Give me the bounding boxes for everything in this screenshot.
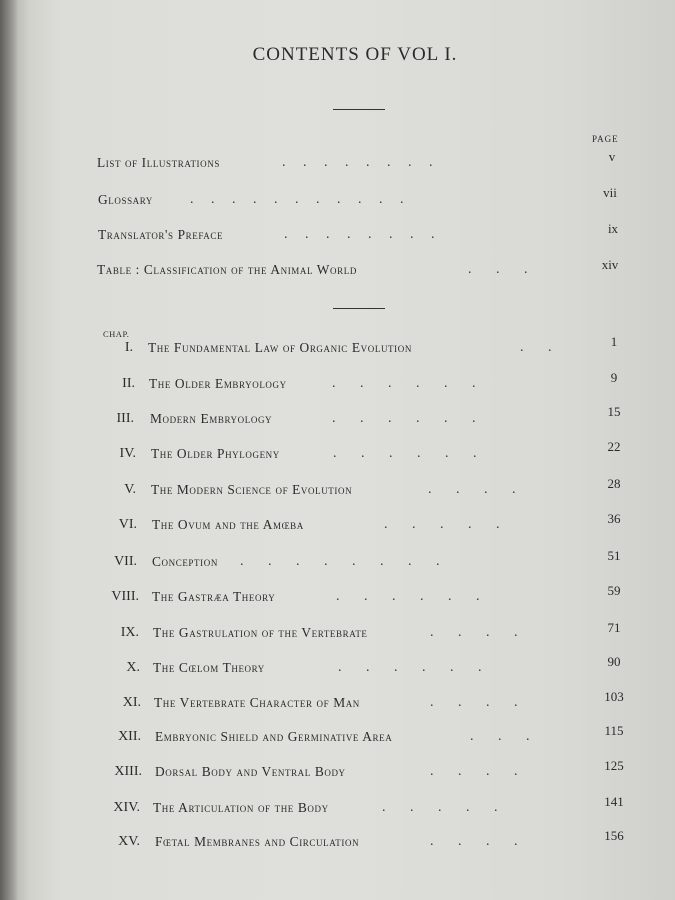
- chapter-title: The Cœlom Theory: [153, 660, 265, 675]
- chapter-page: 9: [610, 370, 618, 385]
- section-rule: [333, 308, 385, 309]
- chapter-row: [0, 439, 675, 468]
- title-rule: [333, 109, 385, 110]
- chapter-title: The Vertebrate Character of Man: [154, 695, 360, 710]
- dot-leader: . . . . . . . .: [282, 155, 433, 170]
- chapter-number: X.: [126, 660, 140, 675]
- entry-page: xiv: [601, 257, 619, 272]
- front-matter-row: [0, 149, 675, 177]
- chapter-page: 36: [607, 511, 621, 526]
- dot-leader: . . . . .: [384, 517, 500, 532]
- chapter-page: 156: [604, 828, 624, 843]
- dot-leader: . . . .: [430, 834, 518, 849]
- entry-title: Translator's Preface: [98, 227, 224, 242]
- chapter-number: I.: [124, 340, 133, 355]
- chapter-row: [0, 620, 675, 647]
- entry-title: Table : Classification of the Animal World: [97, 262, 357, 277]
- chapter-page: 51: [607, 548, 621, 563]
- chapter-number: XI.: [122, 695, 141, 710]
- entry-page: v: [608, 149, 616, 164]
- dot-leader: . . . .: [430, 695, 518, 710]
- dot-leader: . . . .: [430, 625, 518, 640]
- chapter-number: VIII.: [111, 589, 139, 604]
- chapter-page: 15: [607, 404, 621, 419]
- chapter-number: IX.: [120, 625, 139, 640]
- chapter-page: 22: [607, 439, 621, 454]
- chapter-title: The Gastræa Theory: [152, 589, 276, 604]
- entry-page: ix: [607, 221, 619, 236]
- dot-leader: . . . . . .: [332, 411, 476, 426]
- chapter-number: V.: [124, 482, 136, 497]
- chapter-page: 103: [604, 689, 624, 704]
- dot-leader: . . . . . .: [336, 589, 480, 604]
- chapter-row: [0, 723, 675, 751]
- chapter-number: VII.: [114, 554, 137, 569]
- dot-leader: . . . . . . . . . . .: [190, 192, 404, 207]
- dot-leader: . . . . . .: [333, 446, 477, 461]
- chapter-row: [0, 511, 675, 539]
- chapter-row: [0, 828, 675, 856]
- chapter-number: IV.: [119, 446, 136, 461]
- chapter-title: The Gastrulation of the Vertebrate: [153, 625, 368, 640]
- chapter-column-header: CHAP.: [103, 329, 130, 339]
- chapter-title: Embryonic Shield and Germinative Area: [155, 729, 393, 744]
- chapter-row: [0, 548, 675, 576]
- chapter-title: The Older Embryology: [149, 376, 287, 391]
- chapter-row: [0, 370, 675, 398]
- chapter-row: [0, 404, 675, 433]
- chapter-title: Modern Embryology: [150, 411, 273, 426]
- chapter-row: [0, 583, 675, 611]
- front-matter-row: [0, 221, 675, 249]
- entry-title: List of Illustrations: [97, 155, 220, 170]
- chapter-page: 141: [604, 794, 624, 809]
- chapter-number: III.: [116, 411, 134, 426]
- dot-leader: . . . . . .: [338, 660, 482, 675]
- dot-leader: . . . .: [430, 764, 518, 779]
- chapter-title: The Older Phylogeny: [151, 446, 280, 461]
- dot-leader: . . . . . .: [332, 376, 476, 391]
- chapter-number: XV.: [118, 834, 140, 849]
- entry-page: vii: [603, 185, 617, 200]
- chapter-title: Fœtal Membranes and Circulation: [155, 834, 360, 849]
- chapter-page: 71: [607, 620, 621, 635]
- chapter-page: 28: [607, 476, 621, 491]
- chapter-title: Dorsal Body and Ventral Body: [155, 764, 346, 779]
- chapter-page: 90: [607, 654, 621, 669]
- dot-leader: . .: [520, 340, 552, 355]
- chapter-page: 1: [610, 334, 618, 349]
- chapter-title: The Fundamental Law of Organic Evolution: [148, 340, 412, 355]
- chapter-row: [0, 758, 675, 786]
- chapter-row: [0, 689, 675, 717]
- chapter-title: The Articulation of the Body: [153, 800, 329, 815]
- dot-leader: . . .: [468, 262, 528, 277]
- chapter-number: VI.: [118, 517, 137, 532]
- page-column-header: PAGE: [592, 134, 619, 144]
- dot-leader: . . . . .: [382, 800, 498, 815]
- dot-leader: . . .: [470, 729, 530, 744]
- dot-leader: . . . . . . . .: [284, 227, 435, 242]
- chapter-page: 125: [604, 758, 624, 773]
- front-matter-row: [0, 257, 675, 284]
- chapter-title: The Ovum and the Amœba: [152, 517, 304, 532]
- chapter-title: The Modern Science of Evolution: [151, 482, 353, 497]
- chapter-page: 115: [604, 723, 624, 738]
- chapter-page: 59: [607, 583, 621, 598]
- chapter-row: [0, 476, 675, 504]
- chapter-title: Conception: [152, 554, 218, 569]
- dot-leader: . . . .: [428, 482, 516, 497]
- front-matter-row: [0, 185, 675, 214]
- chapter-number: XII.: [118, 729, 141, 744]
- chapter-number: XIII.: [114, 764, 142, 779]
- chapter-number: II.: [122, 376, 135, 391]
- chapter-row: [0, 654, 675, 682]
- entry-title: Glossary: [98, 192, 153, 207]
- page-title: CONTENTS OF VOL I.: [252, 44, 458, 65]
- chapter-number: XIV.: [113, 800, 140, 815]
- dot-leader: . . . . . . . .: [240, 554, 440, 569]
- chapter-row: [0, 794, 675, 822]
